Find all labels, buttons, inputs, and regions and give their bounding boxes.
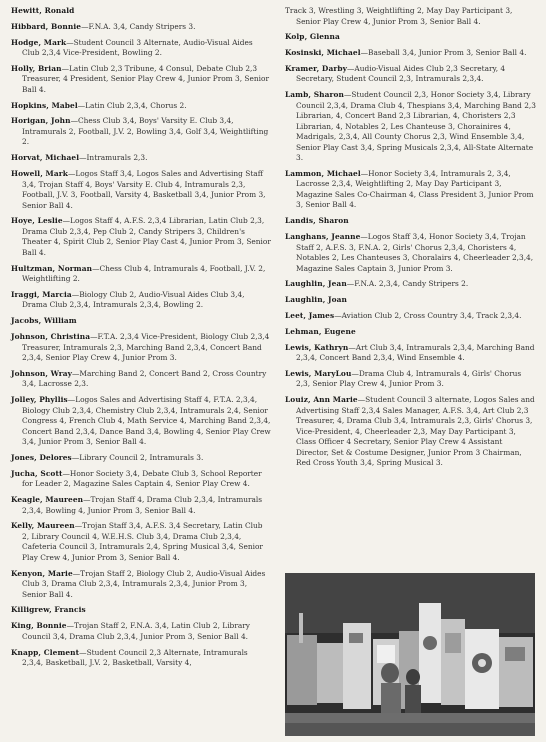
student-activities: Trojan Staff 2, Biology Club 2, Audio-Visual Aides Club 3, Drama Club 2,3,4, Intramurals 2,3,4, Junior Prom 3, Senior Ball 4.	[22, 568, 266, 599]
name-separator: —	[360, 232, 368, 242]
student-activities: Trojan Staff 4, Drama Club 2,3,4, Intramurals 2,3,4, Bowling 4, Junior Prom 3, Senior Ball 4.	[22, 495, 263, 515]
student-name: Johnson, Wray	[11, 368, 73, 378]
student-name: King, Bonnie	[11, 621, 67, 631]
name-separator: —	[83, 495, 91, 505]
student-name: Kelly, Maureen	[11, 521, 75, 531]
name-separator: —	[62, 216, 71, 226]
student-name: Laughlin, Jean	[285, 279, 347, 289]
student-activities: F.N.A. 3,4, Candy Stripers 3.	[88, 21, 196, 31]
student-entry	[285, 369, 537, 390]
name-separator: —	[81, 21, 89, 31]
student-entry	[11, 153, 271, 164]
photo-illustration	[285, 573, 535, 736]
student-name: Lewis, Kathryn	[285, 342, 349, 352]
student-name: Iraggi, Marcia	[11, 289, 72, 299]
student-activities: Student Council 3 alternate, Logos Sales and Advertising Staff 2,3,4 Sales Manager, A.F.S. 3,4, Art Club 2,3 Treasurer, 4, Drama Club 3,4, Intramurals 2,3, Girls' Chorus 3, Vice-President, 4, Cheerleader 2,3, May Day Participant 3, Class Officer 4 Secretary, Senior Play Crew 4 Assistant Director, Set & Costume Designer, Junior Prom 3 Chairman, Red Cross Youth 3,4, Spring Musical 3.	[296, 395, 535, 468]
name-separator: —	[90, 332, 98, 342]
student-name: Horvat, Michael	[11, 153, 80, 163]
student-entry	[11, 605, 271, 616]
student-entry	[285, 6, 537, 27]
student-name: Lewis, MaryLou	[285, 368, 352, 378]
student-name: Jolley, Phyllis	[11, 395, 68, 405]
student-name: Jucha, Scott	[11, 468, 63, 478]
name-separator: —	[77, 100, 86, 110]
student-name: Kosinski, Michael	[285, 48, 361, 58]
student-activities: Track 3, Wrestling 3, Weightlifting 2, May Day Participant 3, Senior Play Crew 4, Junior Prom 3, Senior Ball 4.	[285, 6, 513, 26]
name-separator: —	[71, 452, 80, 462]
name-separator: —	[66, 621, 74, 631]
name-separator: —	[92, 263, 100, 273]
name-separator: —	[70, 116, 78, 126]
student-entry	[11, 116, 271, 148]
student-entry	[285, 169, 537, 211]
student-entry	[11, 316, 271, 327]
student-name: Landis, Sharon	[285, 216, 349, 226]
student-activities: Logos Staff 4, A.F.S. 2,3,4 Librarian, Latin Club 2,3, Drama Club 2,3,4, Pep Club 2, Candy Stripers 3, Children's Theater 4, Spirit Club 2, Senior Play Cast 4, Junior Prom 3, Senior Ball 4.	[22, 216, 271, 257]
name-separator: —	[334, 310, 342, 320]
student-activities: F.N.A. 2,3,4, Candy Stripers 2.	[354, 279, 469, 289]
student-name: Laughlin, Joan	[285, 295, 348, 305]
student-activities: Drama Club 4, Intramurals 4, Girls' Chorus 2,3, Senior Play Crew 4, Junior Prom 3.	[296, 368, 522, 389]
name-separator: —	[67, 169, 76, 179]
student-activities: Student Council 2,3 Alternate, Intramurals 2,3,4, Basketball, J.V. 2, Basketball, Varsity 4,	[22, 647, 248, 668]
student-entry	[11, 521, 271, 563]
student-name: Lehman, Eugene	[285, 326, 356, 336]
student-name: Hopkins, Mabel	[11, 100, 78, 110]
student-name: Hoye, Leslie	[11, 216, 63, 226]
student-entry	[11, 101, 271, 112]
name-separator: —	[61, 63, 69, 73]
student-entry	[285, 64, 537, 85]
student-entry	[285, 311, 537, 322]
student-entry	[285, 90, 537, 164]
name-separator: —	[360, 48, 369, 58]
student-activities: Latin Club 2,3 Tribune, 4 Consul, Debate Club 2,3 Treasurer, 4 President, Senior Play Crew 4, Junior Prom 3, Senior Ball 4.	[22, 63, 269, 94]
student-name: Langhans, Jeanne	[285, 232, 361, 242]
name-separator: —	[67, 395, 76, 405]
candid-photo	[285, 573, 535, 736]
name-separator: —	[79, 647, 87, 657]
student-activities: Baseball 3,4, Junior Prom 3, Senior Ball 4.	[368, 48, 527, 58]
student-name: Jones, Delores	[11, 452, 72, 462]
student-activities: Student Council 3 Alternate, Audio-Visual Aides Club 2,3,4 Vice-President, Bowling 2.	[22, 37, 253, 58]
student-activities: Logos Sales and Advertising Staff 4, F.T.A. 2,3,4, Biology Club 2,3,4, Chemistry Club 2,3,4, Intramurals 2,4, Senior Congress 4, French Club 4, Math Service 4, Marching Band 2,3,4, Concert Band 2,3,4, Dance Band 3,4, Bowling 4, Senior Play Crew 3,4, Junior Prom 3, Senior Ball 4.	[22, 395, 271, 447]
student-entry	[285, 343, 537, 364]
student-entry	[11, 369, 271, 390]
student-entry	[11, 621, 271, 642]
student-name: Kolp, Glenna	[285, 32, 340, 42]
student-name: Kenyon, Marie	[11, 568, 73, 578]
student-entry	[11, 38, 271, 59]
student-name: Lammon, Michael	[285, 168, 361, 178]
student-entry	[11, 569, 271, 601]
student-entry	[11, 453, 271, 464]
student-name: Lamb, Sharon	[285, 90, 345, 100]
student-name: Killigrew, Francis	[11, 605, 86, 615]
name-separator: —	[346, 63, 355, 73]
student-activities: Intramurals 2,3.	[86, 153, 148, 163]
student-entry	[11, 264, 271, 285]
name-separator: —	[66, 37, 74, 47]
student-name: Hultzman, Norman	[11, 263, 93, 273]
student-entry	[11, 332, 271, 364]
student-entry	[11, 216, 271, 258]
student-activities: Student Council 2,3, Honor Society 3,4, Library Council 2,3,4, Drama Club 4, Thespians 3,4, Marching Band 2,3 Librarian, 4, Concert Band 2,3 Librarian, 4, Choristers 2,3 Librarian, 4, Notables 2, Les Chanteuse 3, Chorainires 4, Madrigals, 2,3,4, All County Chorus 2,3, Wind Ensemble 3,4, Senior Play Cast 3,4, Spring Musicals 2,3,4, All-State Alternate 3.	[296, 90, 536, 163]
name-separator: —	[74, 521, 83, 531]
student-entry	[11, 469, 271, 490]
student-entry	[285, 395, 537, 469]
student-activities: Aviation Club 2, Cross Country 3,4, Track 2,3,4.	[341, 310, 522, 320]
student-entry	[285, 279, 537, 290]
student-name: Howell, Mark	[11, 169, 68, 179]
student-name: Holly, Brian	[11, 63, 62, 73]
student-activities: Logos Staff 3,4, Logos Sales and Advertising Staff 3,4, Trojan Staff 4, Boys' Varsity E. Club 4, Intramurals 2,3, Football, J.V. 3, Football, Varsity 4, Basketball 3,4, Junior Prom 3, Senior Ball 4.	[22, 169, 266, 210]
name-separator: —	[71, 289, 80, 299]
student-entry	[11, 64, 271, 96]
student-entry	[11, 395, 271, 448]
name-separator: —	[357, 395, 366, 405]
student-name: Leet, James	[285, 310, 335, 320]
student-name: Kramer, Darby	[285, 63, 347, 73]
student-activities: F.T.A. 2,3,4 Vice-President, Biology Club 2,3,4 Treasurer, Intramurals 2,3, Marching Band 2,3,4, Concert Band 2,3,4, Senior Play Crew 4, Junior Prom 3.	[22, 332, 270, 363]
name-separator: —	[348, 342, 356, 352]
name-separator: —	[360, 168, 369, 178]
student-entry	[11, 6, 271, 17]
student-entry	[11, 290, 271, 311]
name-separator: —	[72, 368, 80, 378]
student-name: Louiz, Ann Marie	[285, 395, 358, 405]
student-activities: Chess Club 4, Intramurals 4, Football, J.V. 2, Weightlifting 2.	[22, 263, 266, 284]
student-name: Horigan, John	[11, 116, 71, 126]
student-activities: Biology Club 2, Audio-Visual Aides Club 3,4, Drama Club 2,3,4, Intramurals 2,3,4, Bowling 2.	[22, 289, 245, 310]
student-name: Johnson, Christina	[11, 332, 91, 342]
student-name: Hibbard, Bonnie	[11, 21, 82, 31]
student-entry	[285, 232, 537, 274]
student-activities: Trojan Staff 3,4, A.F.S. 3,4 Secretary, Latin Club 2, Library Council 4, W.E.H.S. Club 3,4, Drama Club 2,3,4, Cafeteria Council 3, Intramurals 2,4, Spring Musical 3,4, Senior Play Crew 4, Junior Prom 3, Senior Ball 4.	[22, 521, 263, 562]
student-entry	[285, 32, 537, 43]
name-separator: —	[346, 279, 355, 289]
name-separator: —	[72, 568, 81, 578]
student-activities: Art Club 3,4, Intramurals 2,3,4, Marching Band 2,3,4, Concert Band 2,3,4, Wind Ensemble 4.	[296, 342, 535, 363]
student-activities: Logos Staff 3,4, Honor Society 3,4, Trojan Staff 2, A.F.S. 3, F.N.A. 2, Girls' Chorus 2,3,4, Choristers 4, Notables 2, Les Chanteuses 3, Choralairs 4, Cheerleader 2,3,4, Magazine Sales Captain 3, Junior Prom 3.	[296, 232, 534, 273]
right-column	[285, 6, 537, 474]
student-entry	[285, 295, 537, 306]
student-name: Knapp, Clement	[11, 647, 80, 657]
student-entry	[11, 22, 271, 33]
student-activities: Honor Society 3,4, Debate Club 3, School Reporter for Leader 2, Magazine Sales Captain 4, Senior Play Crew 4.	[22, 468, 262, 489]
student-activities: Honor Society 3,4, Intramurals 2, 3,4, Lacrosse 2,3,4, Weightlifting 2, May Day Participant 3, Magazine Sales Co-Chairman 4, Class President 3, Junior Prom 3, Senior Ball 4.	[296, 168, 534, 210]
name-separator: —	[344, 90, 352, 100]
student-activities: Audio-Visual Aides Club 2,3 Secretary, 4 Secretary, Student Council 2,3, Intramurals 2,3,4.	[296, 63, 506, 84]
student-activities: Trojan Staff 2, F.N.A. 3,4, Latin Club 2, Library Council 3,4, Drama Club 2,3,4, Junior Prom 3, Senior Ball 4.	[22, 621, 250, 641]
name-separator: —	[62, 468, 70, 478]
student-name: Hodge, Mark	[11, 37, 67, 47]
student-activities: Library Council 2, Intramurals 3.	[79, 452, 204, 462]
student-entry	[285, 48, 537, 59]
student-entry	[11, 648, 271, 669]
student-activities: Chess Club 3,4, Boys' Varsity E. Club 3,4, Intramurals 2, Football, J.V. 2, Bowling 3,4, Golf 3,4, Weightlifting 2.	[22, 116, 269, 147]
student-entry	[11, 169, 271, 211]
left-column	[11, 6, 271, 674]
student-name: Keagle, Maureen	[11, 495, 84, 505]
name-separator: —	[351, 368, 359, 378]
student-entry	[285, 216, 537, 227]
name-separator: —	[79, 153, 87, 163]
student-activities: Latin Club 2,3,4, Chorus 2.	[85, 100, 187, 110]
student-activities: Marching Band 2, Concert Band 2, Cross Country 3,4, Lacrosse 2,3.	[22, 368, 267, 389]
student-entry	[285, 327, 537, 338]
student-entry	[11, 495, 271, 516]
student-name: Jacobs, William	[11, 316, 77, 326]
student-name: Hewitt, Ronald	[11, 6, 75, 15]
